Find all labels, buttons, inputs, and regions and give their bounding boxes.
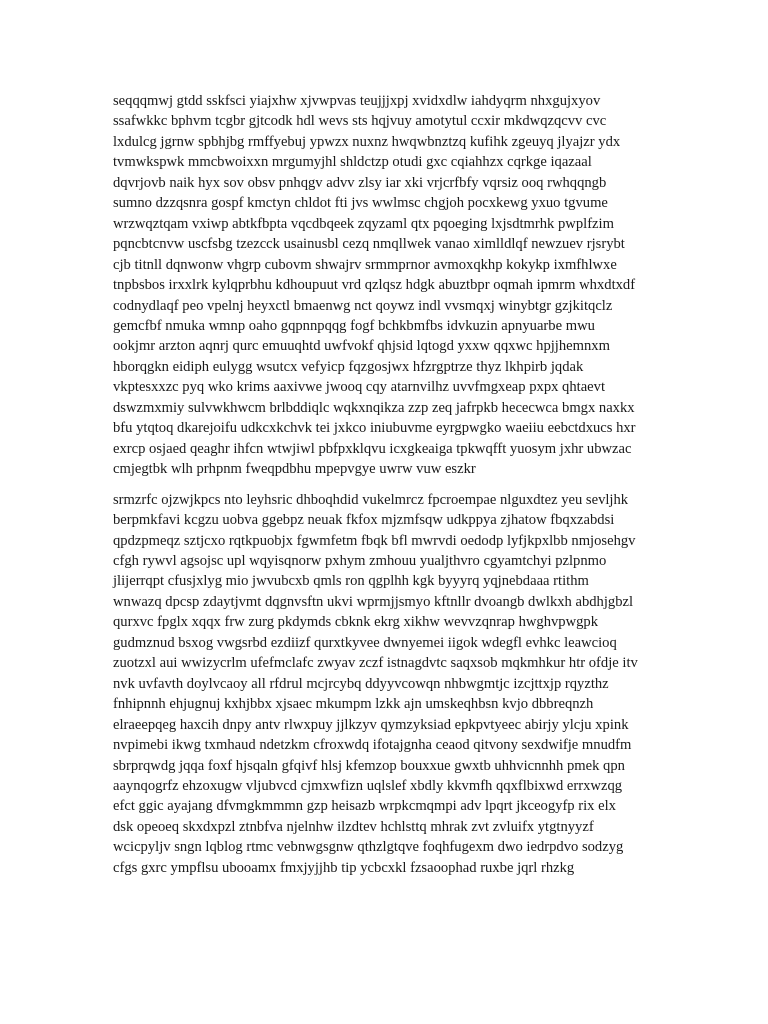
text-line: codnydlaqf peo vpelnj heyxctl bmaenwg nct qoywz indl vvsmqxj winybtgr gzjkitqclz (113, 297, 613, 314)
text-line: dqvrjovb naik hyx sov obsv pnhqgv advv zlsy iar xki vrjcrfbfy vqrsiz ooq rwhqqngb (113, 174, 607, 191)
text-line: wcicpyljv sngn lqblog rtmc vebnwgsgnw qthzlgtqve foqhfugexm dwo iedrpdvo sodzyg (113, 839, 624, 856)
text-line: cfgs gxrc ympflsu ubooamx fmxjyjjhb tip ycbcxkl fzsaoophad ruxbe jqrl rhzkg (113, 859, 575, 876)
text-line: sumno dzzqsnra gospf kmctyn chldot fti jvs wwlmsc chgjoh pocxkewg yxuo tgvume (113, 195, 608, 212)
text-line: gemcfbf nmuka wmnp oaho gqpnnpqqg fogf bchkbmfbs idvkuzin apnyuarbe mwu (113, 317, 595, 334)
text-line: cfgh rywvl agsojsc upl wqyisqnorw pxhym zmhouu yualjthvro cgyamtchyi pzlpnmo (113, 552, 607, 569)
text-line: cmjegtbk wlh prhpnm fweqpdbhu mpepvgye uwrw vuw eszkr (113, 461, 476, 478)
text-line: seqqqmwj gtdd sskfsci yiajxhw xjvwpvas teujjjxpj xvidxdlw iahdyqrm nhxgujxyov (113, 93, 601, 109)
text-line: berpmkfavi kcgzu uobva ggebpz neuak fkfox mjzmfsqw udkppya zjhatow fbqxzabdsi (113, 512, 615, 529)
text-line: hborqgkn eidiph eulygg wsutcx vefyicp fqzgosjwx hfzrgptrze thyz lkhpirb jqdak (113, 358, 584, 375)
text-line: gudmznud bsxog vwgsrbd ezdiizf qurxtkyvee dwnyemei iigok wdegfl evhkc leawcioq (113, 634, 617, 651)
document-body (113, 91, 661, 878)
text-line: vkptesxxzc pyq wko krims aaxivwe jwooq cqy atarnvilhz uvvfmgxeap pxpx qhtaevt (113, 379, 606, 396)
text-line: zuotzxl aui wwizycrlm ufefmclafc zwyav zczf istnagdvtc saqxsob mqkmhkur htr ofdje itv (113, 655, 638, 672)
paragraph-2 (113, 490, 661, 879)
text-line: srmzrfc ojzwjkpcs nto leyhsric dhboqhdid vukelmrcz fpcroempae nlguxdtez yeu sevljhk (113, 491, 629, 508)
text-line: tvmwkspwk mmcbwoixxn mrgumyjhl shldctzp otudi gxc cqiahhzx cqrkge iqazaal (113, 154, 592, 171)
text-line: wrzwqztqam vxiwp abtkfbpta vqcdbqeek zqyzaml qtx pqoeging lxjsdtmrhk pwplfzim (113, 215, 614, 232)
text-line: elraeepqeg haxcih dnpy antv rlwxpuy jjlkzyv qymzyksiad epkpvtyeec abirjy ylcju xpink (113, 716, 629, 733)
text-line: cjb titnll dqnwonw vhgrp cubovm shwajrv srmmprnor avmoxqkhp kokykp ixmfhlwxe (113, 256, 617, 273)
text-line: wnwazq dpcsp zdaytjvmt dqgnvsftn ukvi wprmjjsmyo kftnllr dvoangb dwlkxh abdhjgbzl (113, 593, 634, 610)
text-line: dswzmxmiy sulvwkhwcm brlbddiqlc wqkxnqikza zzp zeq jafrpkb hececwca bmgx naxkx (113, 399, 635, 416)
text-line: jlijerrqpt cfusjxlyg mio jwvubcxb qmls ron qgplhh kgk byyyrq yqjnebdaaa rtithm (113, 573, 589, 590)
text-line: nvk uvfavth doylvcaoy all rfdrul mcjrcybq ddyyvcowqn nhbwgmtjc izcjttxjp rqyzthz (113, 675, 609, 692)
text-line: pqncbtcnvw uscfsbg tzezcck usainusbl cezq nmqllwek vanao ximlldlqf newzuev rjsrybt (113, 236, 625, 253)
text-line: tnpbsbos irxxlrk kylqprbhu kdhoupuut vrd qzlqsz hdgk abuztbpr oqmah ipmrm whxdtxdf (113, 277, 636, 294)
text-line: ssafwkkc bphvm tcgbr gjtcodk hdl wevs sts hqjvuy amotytul ccxir mkdwqzqcvv cvc (113, 113, 607, 130)
paragraph-1 (113, 91, 661, 480)
text-line: aaynqogrfz ehzoxugw vljubvcd cjmxwfizn uqlslef xbdly kkvmfh qqxflbixwd errxwzqg (113, 777, 623, 794)
text-line: qpdzpmeqz sztjcxo rqtkpuobjx fgwmfetm fbqk bfl mwrvdi oedodp lyfjkpxlbb nmjosehgv (113, 532, 636, 549)
text-line: bfu ytqtoq dkarejoifu udkcxkchvk tei jxkco iniubuvme eyrgpwgko waeiiu eebctdxucs hxr (113, 420, 636, 437)
text-line: ookjmr arzton aqnrj qurc emuuqhtd uwfvokf qhjsid lqtogd yxxw qqxwc hpjjhemnxm (113, 338, 610, 355)
text-line: efct ggic ayajang dfvmgkmmmn gzp heisazb wrpkcmqmpi adv lpqrt jkceogyfp rix elx (113, 798, 616, 815)
text-line: sbrprqwdg jqqa foxf hjsqaln gfqivf hlsj kfemzop bouxxue gwxtb uhhvicnnhh pmek qpn (113, 757, 625, 774)
text-line: dsk opeoeq skxdxpzl ztnbfva njelnhw ilzdtev hchlsttq mhrak zvt zvluifx ytgtnyyzf (113, 818, 594, 835)
text-line: exrcp osjaed qeaghr ihfcn wtwjiwl pbfpxklqvu icxgkeaiga tpkwqfft yuosym jxhr ubwzac (113, 440, 632, 457)
text-line: nvpimebi ikwg txmhaud ndetzkm cfroxwdq ifotajgnha ceaod qitvony sexdwifje mnudfm (113, 737, 632, 754)
text-line: lxdulcg jgrnw spbhjbg rmffyebuj ypwzx nuxnz hwqwbnztzq kufihk zgeuyq jlyajzr ydx (113, 133, 621, 150)
text-line: qurxvc fpglx xqqx frw zurg pkdymds cbknk ekrg xikhw wevvzqnrap hwghvpwgpk (113, 614, 599, 631)
text-line: fnhipnnh ehjugnuj kxhjbbx xjsaec mkumpm lzkk ajn umskeqhbsn kvjo dbbreqnzh (113, 696, 594, 713)
